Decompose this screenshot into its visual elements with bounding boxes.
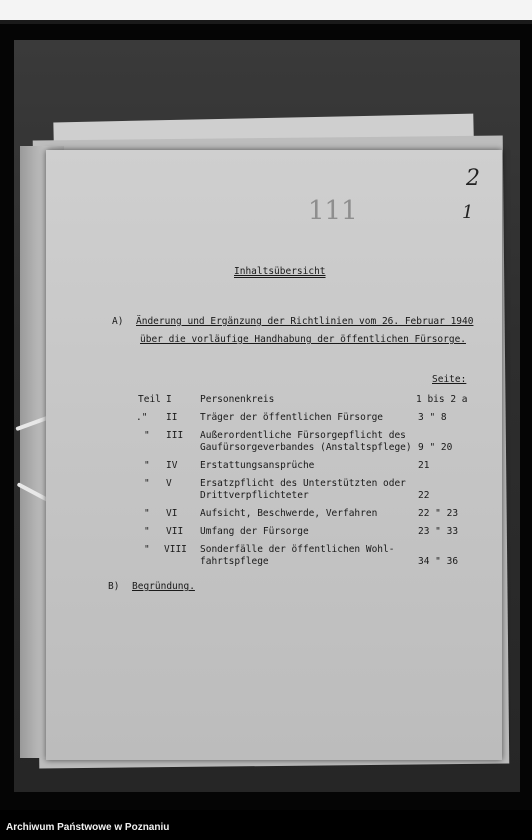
toc-numeral: VII [166,526,184,537]
toc-prefix: " [144,430,150,441]
toc-pages: 3 " 8 [418,412,447,423]
section-a-line2: über die vorläufige Handhabung der öffentlichen Fürsorge. [140,334,467,345]
page-column-header: Seite: [432,374,467,385]
toc-entry-continued: Drittverpflichteter [200,490,309,501]
toc-prefix: Teil [138,394,161,405]
toc-entry: Personenkreis [200,394,275,405]
toc-pages: 22 [418,490,430,501]
toc-pages: 23 " 33 [418,526,459,537]
toc-pages: 1 bis 2 a [416,394,468,405]
toc-pages: 9 " 20 [418,442,453,453]
toc-entry: Aufsicht, Beschwerde, Verfahren [200,508,378,519]
toc-prefix: " [144,460,150,471]
document-title: Inhaltsübersicht [234,266,326,277]
toc-prefix: ." [136,412,148,423]
archive-credit: Archiwum Państwowe w Poznaniu [6,822,170,833]
toc-prefix: " [144,526,150,537]
toc-pages: 34 " 36 [418,556,459,567]
section-b-label: Begründung. [132,581,195,592]
toc-numeral: VI [166,508,178,519]
viewer-top-bar [0,0,532,20]
section-a-line1: Änderung und Ergänzung der Richtlinien vom 26. Februar 1940 [136,316,474,327]
toc-prefix: " [144,544,150,555]
section-b-marker: B) [108,581,120,592]
toc-entry: Ersatzpflicht des Unterstützten oder [200,478,406,489]
handwritten-folio-number: 1 [462,202,474,223]
toc-entry: Außerordentliche Fürsorgepflicht des [200,430,406,441]
pencil-mark: 111 [308,196,358,226]
toc-prefix: " [144,478,150,489]
toc-entry: Träger der öffentlichen Fürsorge [200,412,384,423]
toc-numeral: III [166,430,184,441]
toc-entry: Erstattungsansprüche [200,460,315,471]
handwritten-page-number: 2 [466,166,480,191]
toc-numeral: II [166,412,178,423]
toc-numeral: IV [166,460,178,471]
toc-prefix: " [144,508,150,519]
toc-pages: 21 [418,460,430,471]
toc-numeral: I [166,394,172,405]
section-a-marker: A) [112,316,124,327]
toc-entry-continued: Gaufürsorgeverbandes (Anstaltspflege) [200,442,412,453]
toc-entry: Sonderfälle der öffentlichen Wohl- [200,544,395,555]
toc-entry: Umfang der Fürsorge [200,526,309,537]
toc-pages: 22 " 23 [418,508,459,519]
document-page [46,150,502,760]
toc-entry-continued: fahrtspflege [200,556,269,567]
toc-numeral: VIII [164,544,187,555]
toc-numeral: V [166,478,172,489]
